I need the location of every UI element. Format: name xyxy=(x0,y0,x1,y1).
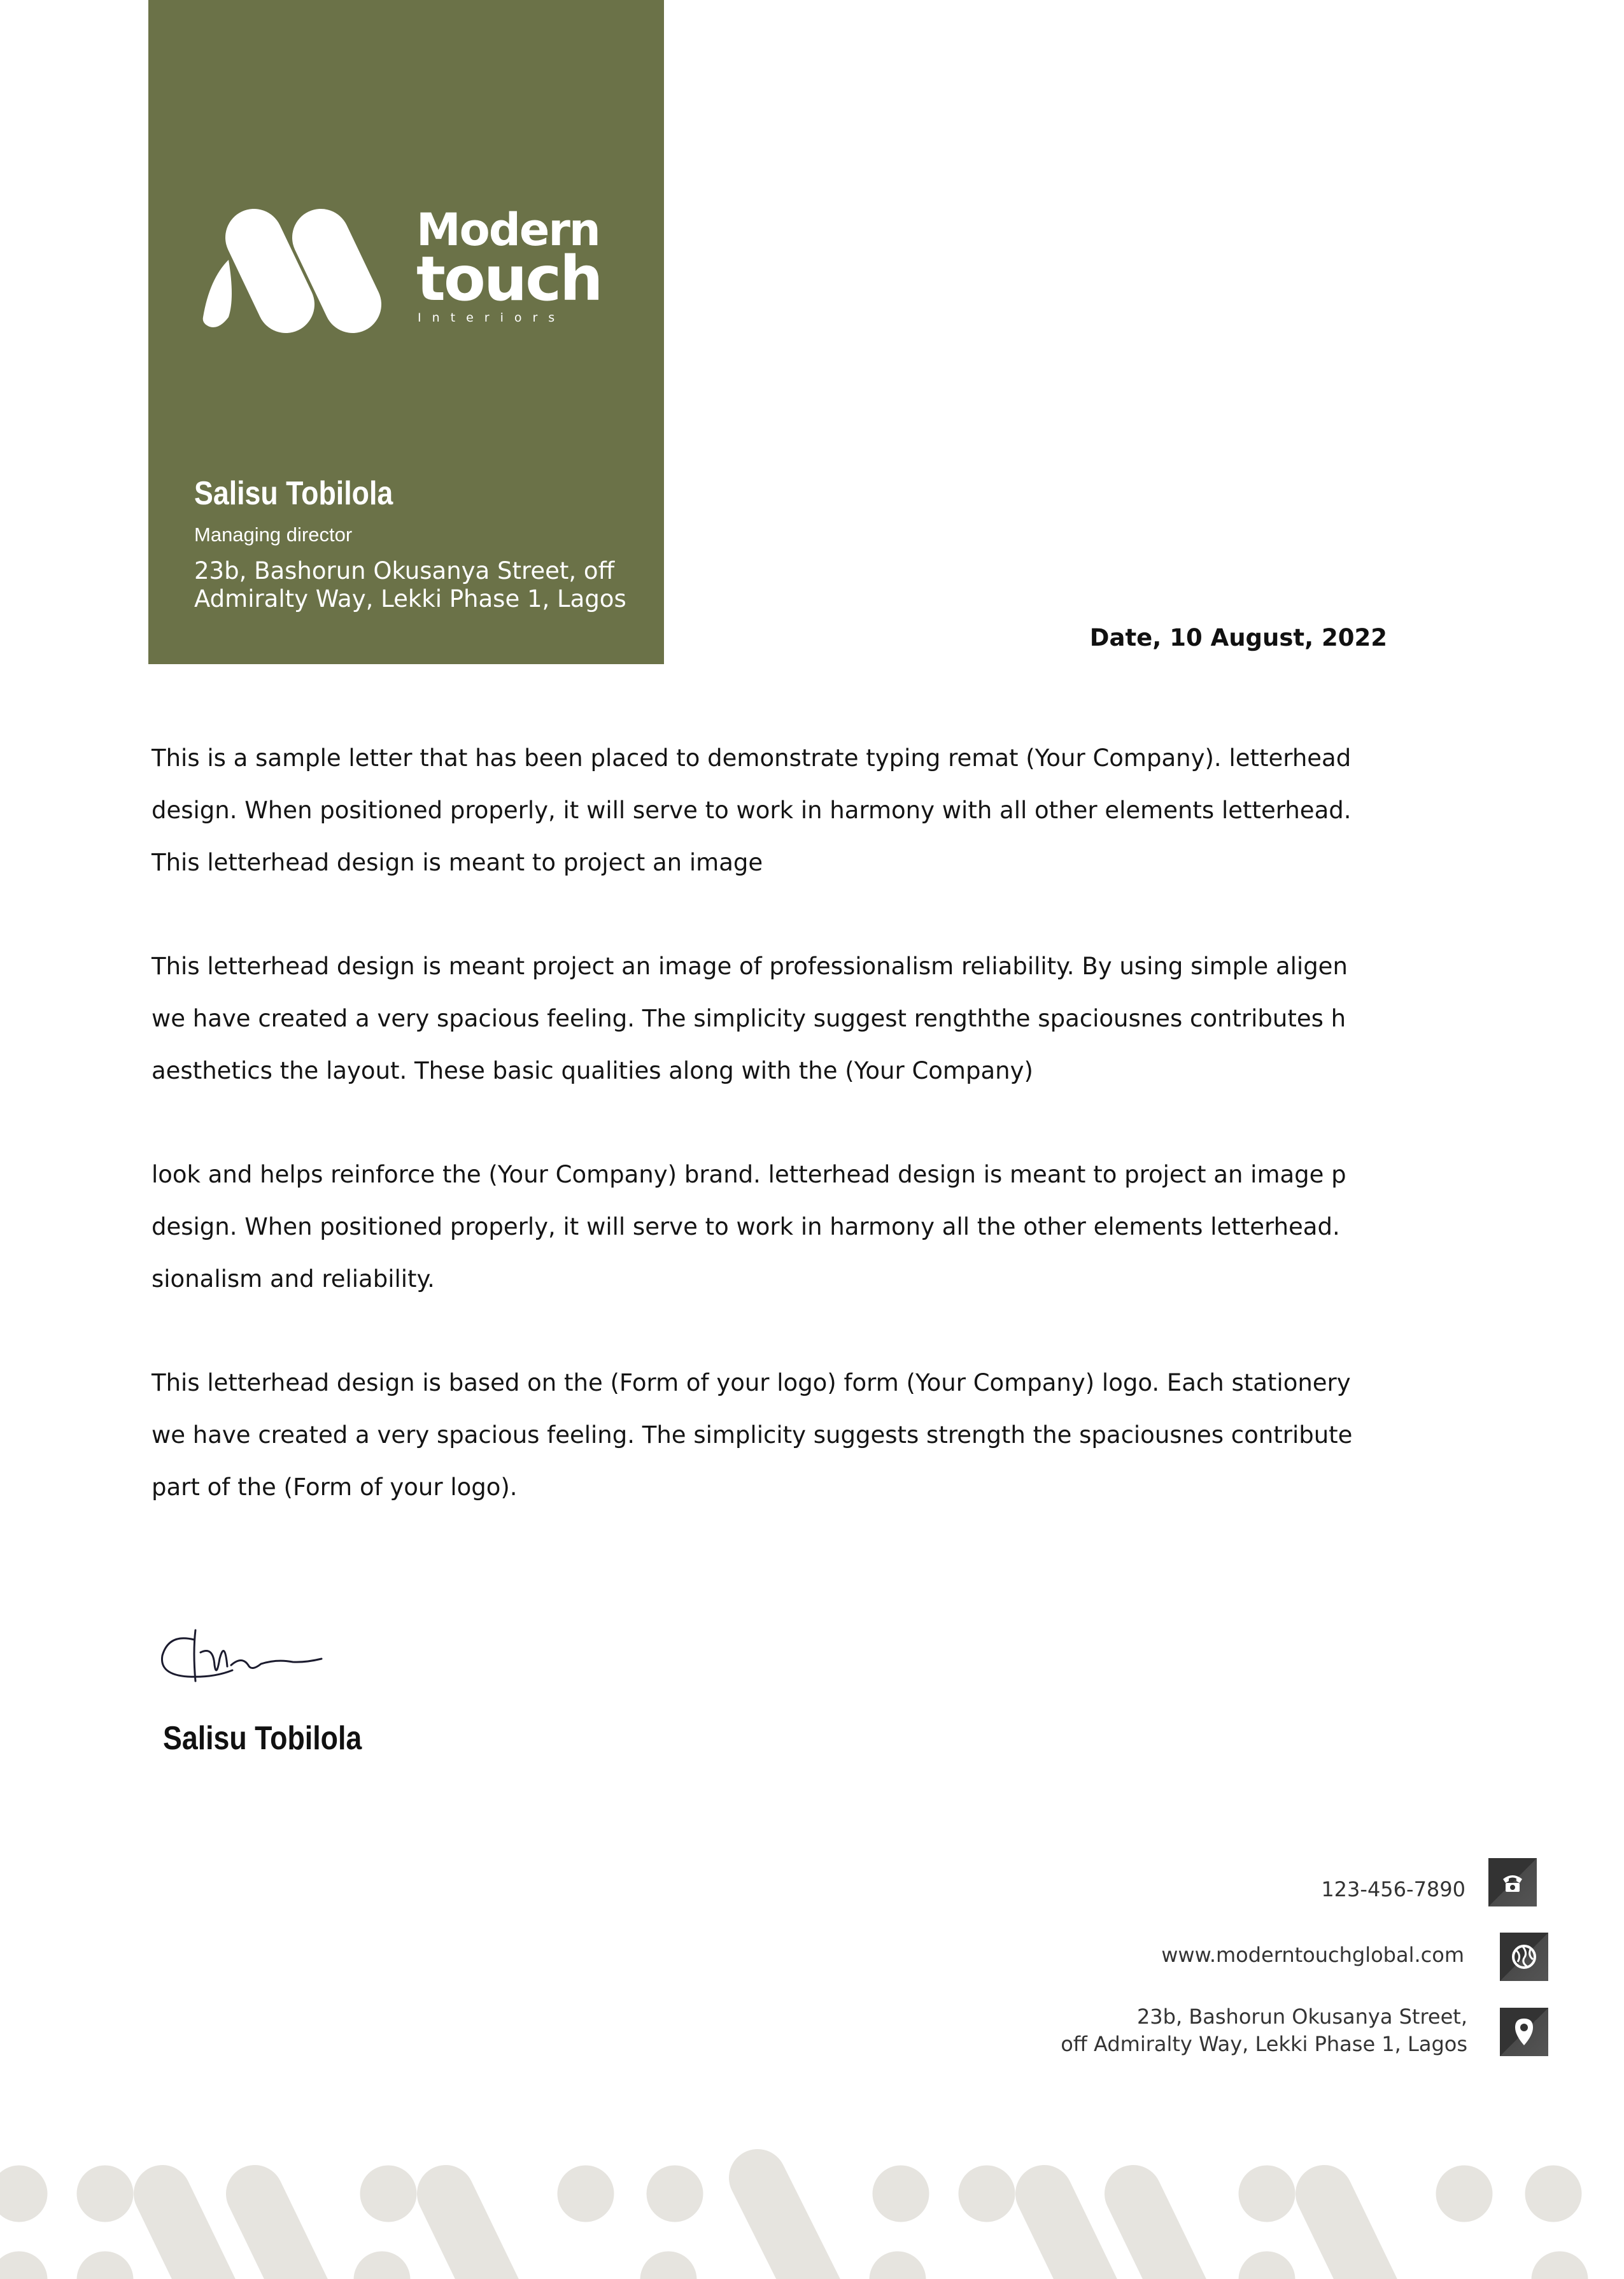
sender-address-line: Admiralty Way, Lekki Phase 1, Lagos xyxy=(194,585,626,613)
footer-website[interactable]: www.moderntouchglobal.com xyxy=(1161,1943,1464,1967)
logo-wordmark xyxy=(416,204,602,325)
paragraph xyxy=(152,741,1444,897)
body-line: design. When positioned properly, it will serve to work in harmony with all other elements letterhead. xyxy=(152,797,1352,824)
letter-date: Date, 10 August, 2022 xyxy=(1089,624,1387,651)
signatory-name: Salisu Tobilola xyxy=(163,1720,362,1757)
phone-icon-box xyxy=(1488,1858,1537,1906)
footer-address-line: 23b, Bashorun Okusanya Street, xyxy=(1136,2005,1467,2029)
location-pin-icon xyxy=(1510,2016,1538,2048)
body-line: part of the (Form of your logo). xyxy=(152,1473,518,1501)
body-line: aesthetics the layout. These basic qualities along with the (Your Company) xyxy=(152,1057,1033,1084)
footer-address-line: off Admiralty Way, Lekki Phase 1, Lagos xyxy=(1061,2032,1467,2056)
sender-name: Salisu Tobilola xyxy=(194,475,393,512)
globe-icon-box xyxy=(1500,1933,1548,1981)
body-line: This letterhead design is meant project an image of professionalism reliability. By using simple aligen xyxy=(152,953,1348,980)
logo-word-modern: Modern xyxy=(416,204,600,256)
location-icon-box xyxy=(1500,2008,1548,2056)
body-line: This letterhead design is based on the (Form of your logo) form (Your Company) logo. Each stationery xyxy=(152,1369,1351,1396)
body-line: This is a sample letter that has been placed to demonstrate typing remat (Your Company). letterhead xyxy=(152,744,1352,772)
body-line: sionalism and reliability. xyxy=(152,1265,435,1293)
paragraph xyxy=(152,1365,1444,1522)
company-logo xyxy=(190,202,617,336)
body-line: design. When positioned properly, it will serve to work in harmony all the other elements letterhead. xyxy=(152,1213,1340,1240)
body-line: we have created a very spacious feeling. The simplicity suggests strength the spaciousnes contribute xyxy=(152,1421,1353,1449)
logo-word-touch: touch xyxy=(416,243,602,315)
sender-address xyxy=(194,557,626,613)
body-line: This letterhead design is meant to project an image xyxy=(152,849,763,876)
header-panel xyxy=(148,0,664,664)
phone-icon xyxy=(1498,1868,1527,1897)
decorative-pattern xyxy=(0,2146,1624,2279)
sender-address-line: 23b, Bashorun Okusanya Street, off xyxy=(194,557,615,585)
sender-title: Managing director xyxy=(194,523,353,546)
footer-address xyxy=(1061,2003,1467,2058)
footer-phone: 123-456-7890 xyxy=(1321,1877,1465,1901)
paragraph xyxy=(152,1157,1444,1314)
paragraph xyxy=(152,949,1444,1105)
letter-body xyxy=(152,741,1444,1573)
globe-icon xyxy=(1509,1942,1539,1972)
logo-mark-icon xyxy=(190,202,400,336)
logo-tagline: Interiors xyxy=(418,311,566,325)
body-line: look and helps reinforce the (Your Company) brand. letterhead design is meant to project an image p xyxy=(152,1161,1346,1188)
body-line: we have created a very spacious feeling. The simplicity suggest rengththe spaciousnes contributes h xyxy=(152,1005,1346,1032)
handwritten-signature xyxy=(156,1621,334,1697)
